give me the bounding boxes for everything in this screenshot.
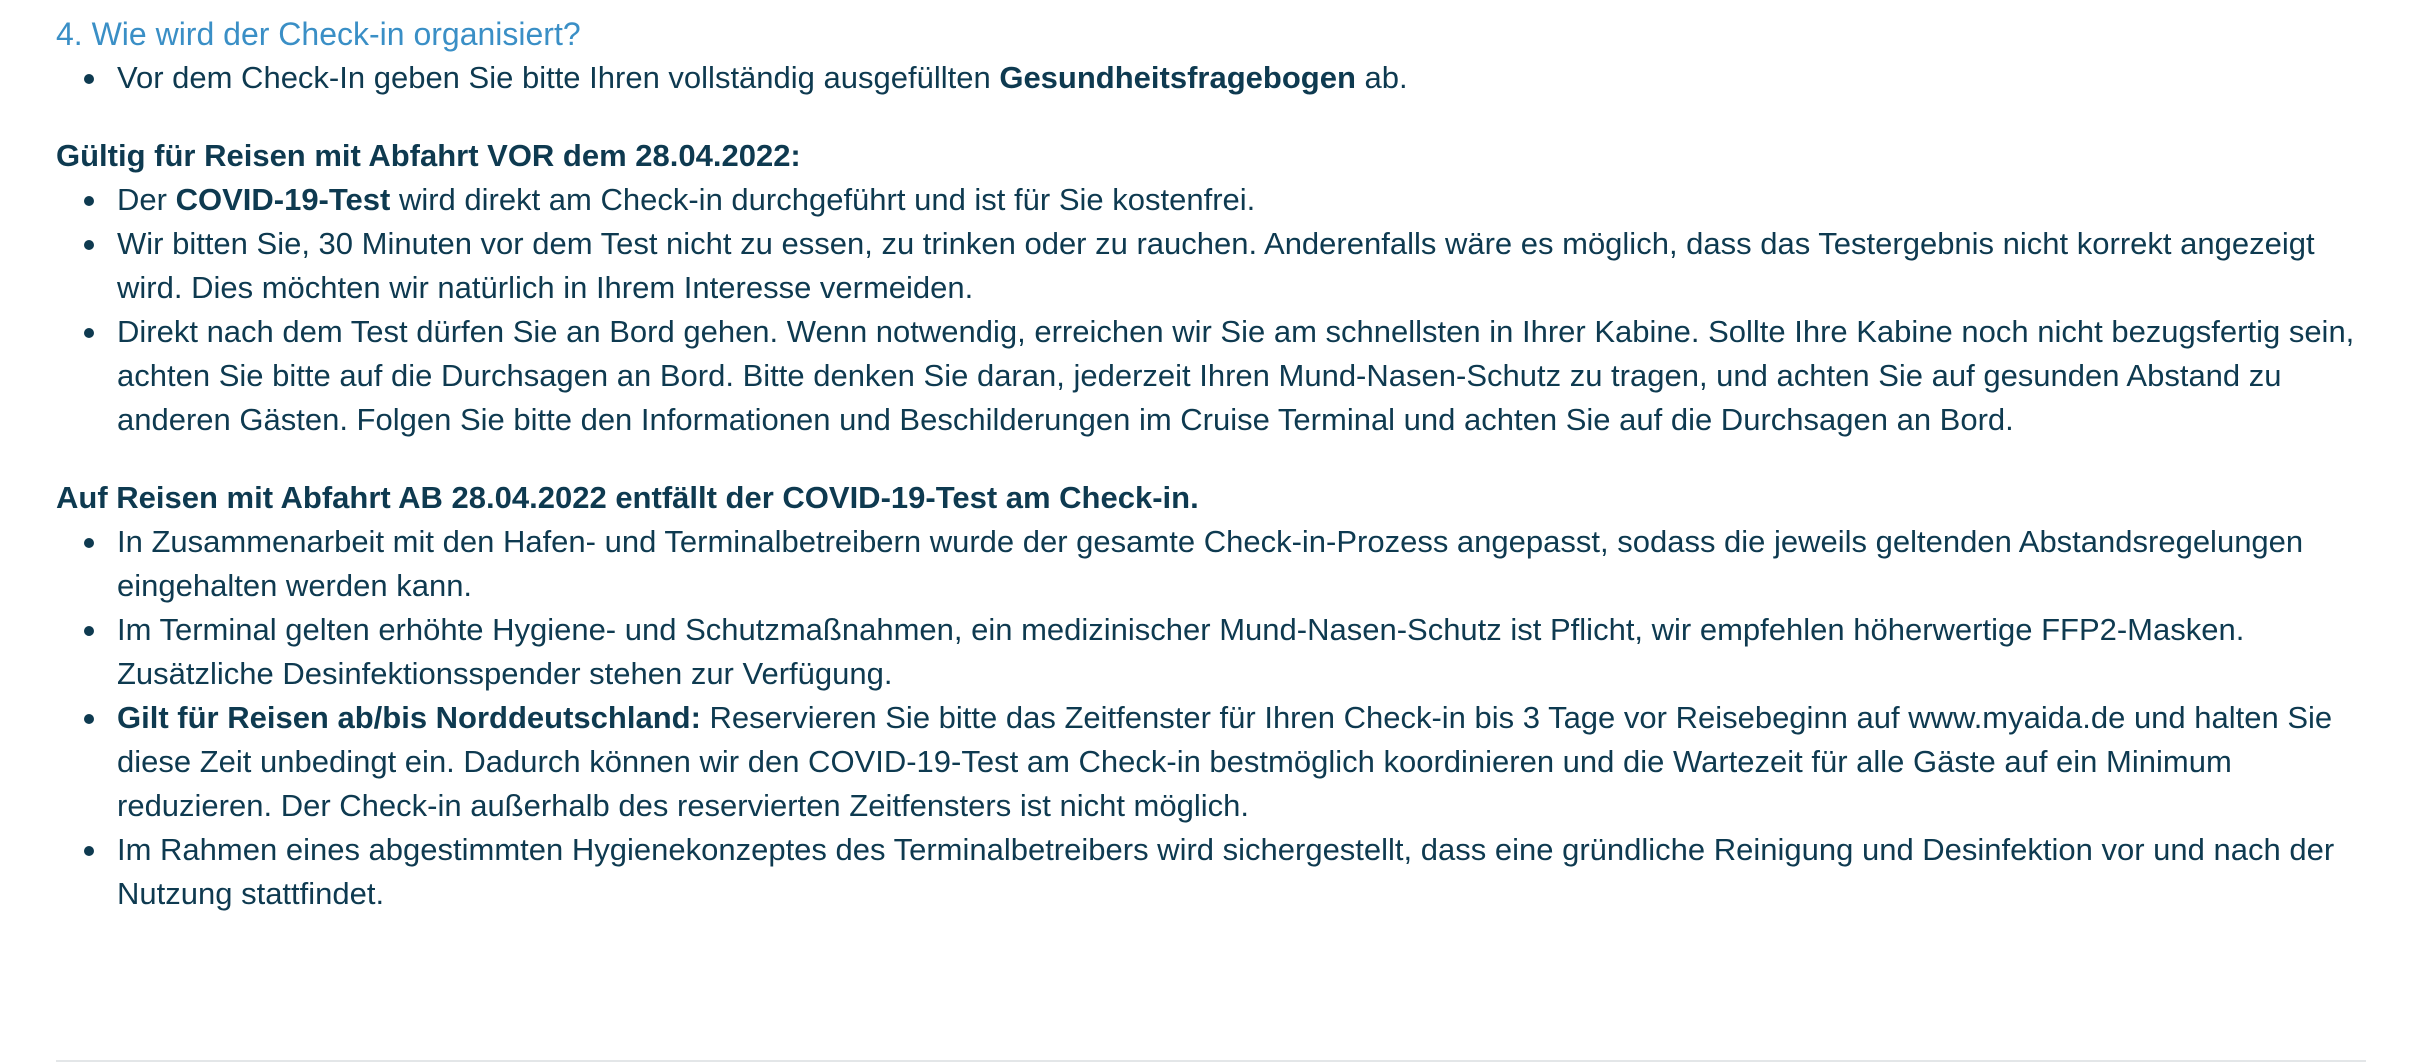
intro-list — [56, 56, 2366, 100]
list-item-covid-test — [56, 178, 2366, 222]
list-item-hygiene-measures: Im Terminal gelten erhöhte Hygiene- und Schutzmaßnahmen, ein medizinischer Mund-Nasen-Schutz ist Pflicht, wir empfehlen höherwertige FFP2-Masken. Zusätzliche Desinfektionsspender stehen zur Verfügung. — [56, 608, 2366, 696]
list-item-boarding: Direkt nach dem Test dürfen Sie an Bord gehen. Wenn notwendig, erreichen wir Sie am schnellsten in Ihrer Kabine. Sollte Ihre Kabine noch nicht bezugsfertig sein, achten Sie bitte auf die Durchsagen an Bord. Bitte denken Sie daran, jederzeit Ihren Mund-Nasen-Schutz zu tragen, und achten Sie auf gesunden Abstand zu anderen Gästen. Folgen Sie bitte den Informationen und Beschilderungen im Cruise Terminal und achten Sie auf die Durchsagen an Bord. — [56, 310, 2366, 442]
list-item-checkin-process: In Zusammenarbeit mit den Hafen- und Terminalbetreibern wurde der gesamte Check-in-Prozess angepasst, sodass die jeweils geltenden Abstandsregelungen eingehalten werden kann. — [56, 520, 2366, 608]
after-section-title: Auf Reisen mit Abfahrt AB 28.04.2022 entfällt der COVID-19-Test am Check-in. — [56, 480, 1199, 515]
intro-text-after: ab. — [1355, 60, 1408, 95]
intro-text-bold: Gesundheitsfragebogen — [999, 60, 1356, 95]
intro-text-before: Vor dem Check-In geben Sie bitte Ihren vollständig ausgefüllten — [117, 60, 1000, 95]
list-item-north-germany — [56, 696, 2366, 828]
list-item-no-eating: Wir bitten Sie, 30 Minuten vor dem Test nicht zu essen, zu trinken oder zu rauchen. Anderenfalls wäre es möglich, dass das Testergebnis nicht korrekt angezeigt wird. Dies möchten wir natürlich in Ihrem Interesse vermeiden. — [56, 222, 2366, 310]
section-heading: 4. Wie wird der Check-in organisiert? — [56, 16, 581, 52]
covid-test-before: Der — [117, 182, 176, 217]
before-section-title: Gültig für Reisen mit Abfahrt VOR dem 28.04.2022: — [56, 138, 801, 173]
after-section-list — [56, 520, 2366, 916]
before-section-list — [56, 178, 2366, 442]
list-item-health-questionnaire — [56, 56, 2366, 100]
north-germany-text: Reservieren Sie bitte das Zeitfenster für Ihren Check-in bis 3 Tage vor Reisebeginn auf www.myaida.de und halten Sie diese Zeit unbedingt ein. Dadurch können wir den COVID-19-Test am Check-in bestmöglich koordinieren und die Wartezeit für alle Gäste auf ein Minimum reduzieren. Der Check-in außerhalb des reservierten Zeitfensters ist nicht möglich. — [117, 700, 2333, 823]
covid-test-after: wird direkt am Check-in durchgeführt und ist für Sie kostenfrei. — [390, 182, 1256, 217]
list-item-cleaning: Im Rahmen eines abgestimmten Hygienekonzeptes des Terminalbetreibers wird sichergestellt, dass eine gründliche Reinigung und Desinfektion vor und nach der Nutzung stattfindet. — [56, 828, 2366, 916]
covid-test-bold: COVID-19-Test — [175, 182, 391, 217]
north-germany-bold: Gilt für Reisen ab/bis Norddeutschland: — [117, 700, 701, 735]
